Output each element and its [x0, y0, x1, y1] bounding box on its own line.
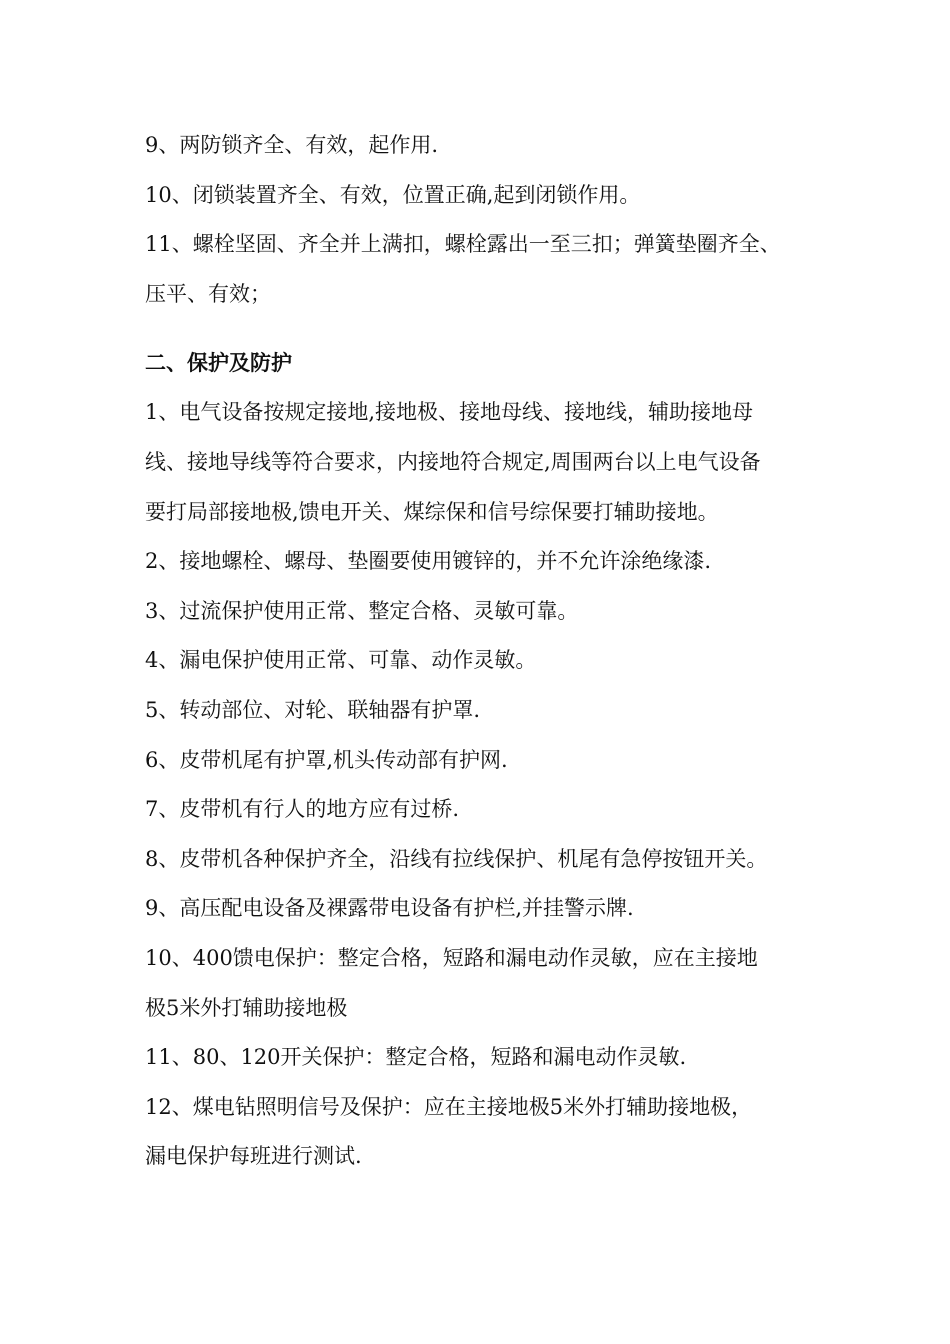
item-line: 压平、有效；: [145, 281, 271, 306]
item-10-interlock: [145, 180, 825, 210]
item-line: 10、闭锁装置齐全、有效，位置正确,起到闭锁作用。: [145, 182, 641, 207]
item-7-belt-bridge: [145, 794, 825, 824]
item-line: 要打局部接地极,馈电开关、煤综保和信号综保要打辅助接地。: [145, 499, 719, 524]
item-line: 线、接地导线等符合要求，内接地符合规定,周围两台以上电气设备: [145, 449, 761, 474]
item-line: 9、两防锁齐全、有效，起作用.: [145, 133, 439, 157]
item-line: 2、接地螺栓、螺母、垫圈要使用镀锌的，并不允许涂绝缘漆.: [145, 549, 712, 574]
document-page: [145, 130, 825, 1171]
item-line: 3、过流保护使用正常、整定合格、灵敏可靠。: [145, 598, 579, 623]
item-9-high-voltage: [145, 893, 825, 923]
item-10-feeder: [145, 943, 825, 1023]
item-1-grounding: [145, 397, 825, 526]
item-12-coal-drill: [145, 1092, 825, 1172]
item-line: 1、电气设备按规定接地,接地极、接地母线、接地线，辅助接地母: [145, 400, 754, 425]
item-line: 极5米外打辅助接地极: [145, 995, 348, 1020]
item-line: 5、转动部位、对轮、联轴器有护罩.: [145, 697, 481, 722]
item-3-overcurrent: [145, 596, 825, 626]
item-6-belt-tail: [145, 745, 825, 775]
item-line: 7、皮带机有行人的地方应有过桥.: [145, 797, 460, 822]
item-line: 11、80、120开关保护：整定合格，短路和漏电动作灵敏.: [145, 1045, 687, 1070]
item-line: 8、皮带机各种保护齐全，沿线有拉线保护、机尾有急停按钮开关。: [145, 846, 768, 871]
item-line: 9、高压配电设备及裸露带电设备有护栏,并挂警示牌.: [145, 896, 634, 921]
item-line: 11、螺栓坚固、齐全并上满扣，螺栓露出一至三扣；弹簧垫圈齐全、: [145, 232, 781, 257]
item-9-lock: [145, 130, 825, 160]
item-line: 6、皮带机尾有护罩,机头传动部有护网.: [145, 747, 508, 772]
item-line: 12、煤电钻照明信号及保护：应在主接地极5米外打辅助接地极，: [145, 1094, 753, 1119]
item-5-rotating-parts: [145, 695, 825, 725]
item-2-ground-bolts: [145, 546, 825, 576]
item-line: 4、漏电保护使用正常、可靠、动作灵敏。: [145, 648, 537, 673]
item-11-switch: [145, 1042, 825, 1072]
item-4-leakage: [145, 645, 825, 675]
item-line: 漏电保护每班进行测试.: [145, 1144, 362, 1169]
section-heading: 二、保护及防护: [145, 350, 292, 375]
item-line: 10、400馈电保护：整定合格，短路和漏电动作灵敏，应在主接地: [145, 945, 758, 970]
item-11-bolts: [145, 229, 825, 309]
item-8-belt-protection: [145, 844, 825, 874]
